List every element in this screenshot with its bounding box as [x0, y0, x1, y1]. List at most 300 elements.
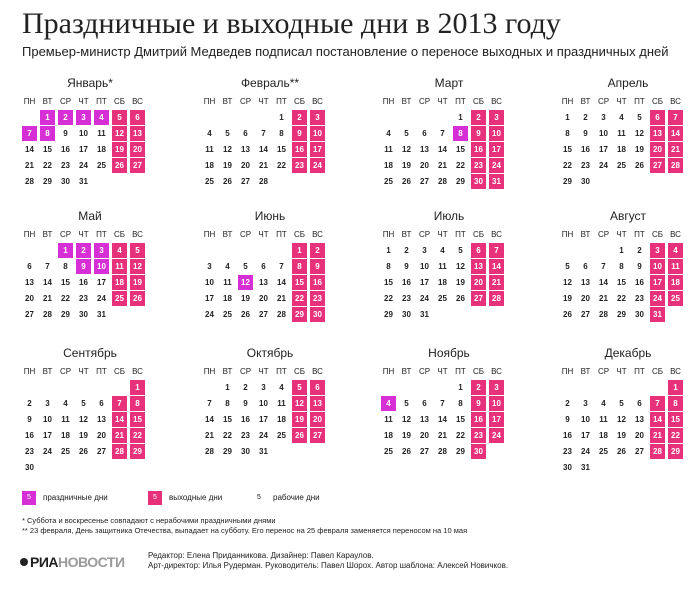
day-cell: 15	[617, 278, 626, 287]
weekday-header: СБ	[472, 367, 485, 376]
day-cell: 18	[438, 278, 447, 287]
weekday-header: ПТ	[634, 367, 645, 376]
weekend-day-cell: 23	[471, 428, 486, 443]
day-cell: 31	[79, 177, 88, 186]
day-cell: 28	[259, 177, 268, 186]
day-cell: 23	[402, 294, 411, 303]
page-subtitle: Премьер-министр Дмитрий Медведев подписал постановление о переносе выходных и праздничных дней	[22, 44, 669, 59]
day-cell: 10	[599, 129, 608, 138]
day-cell: 30	[79, 310, 88, 319]
weekday-header: СБ	[651, 230, 664, 239]
month-calendar	[22, 76, 158, 200]
day-cell: 16	[61, 145, 70, 154]
weekend-day-cell: 10	[489, 396, 504, 411]
weekday-header: СР	[239, 230, 252, 239]
day-cell: 15	[43, 145, 52, 154]
empty-cell	[202, 380, 217, 395]
day-cell: 28	[438, 177, 447, 186]
weekday-header: ВТ	[580, 367, 591, 376]
day-cell: 9	[404, 262, 409, 271]
weekday-header: ЧТ	[437, 367, 448, 376]
empty-cell	[578, 243, 593, 258]
weekday-header: ВС	[312, 97, 323, 106]
day-cell: 29	[563, 177, 572, 186]
day-cell: 7	[440, 129, 445, 138]
day-cell: 24	[79, 161, 88, 170]
empty-cell	[238, 110, 253, 125]
month-grid	[22, 364, 145, 475]
day-cell: 1	[225, 383, 230, 392]
weekend-day-cell: 12	[112, 126, 127, 141]
weekday-header: ПН	[561, 97, 574, 106]
weekday-header: ВС	[670, 97, 681, 106]
empty-cell	[220, 243, 235, 258]
weekday-header: ВС	[491, 367, 502, 376]
month-grid	[22, 227, 145, 322]
day-cell: 26	[563, 310, 572, 319]
weekend-day-cell: 31	[489, 174, 504, 189]
day-cell: 21	[25, 161, 34, 170]
day-cell: 25	[438, 294, 447, 303]
weekday-header: ПН	[203, 230, 216, 239]
weekend-day-cell: 1	[292, 243, 307, 258]
day-cell: 13	[25, 278, 34, 287]
day-cell: 16	[563, 431, 572, 440]
weekend-day-cell: 27	[650, 158, 665, 173]
weekday-header: СР	[597, 367, 610, 376]
holiday-day-cell: 7	[22, 126, 37, 141]
day-cell: 5	[81, 399, 86, 408]
day-cell: 22	[563, 161, 572, 170]
weekday-header: СР	[418, 97, 431, 106]
day-cell: 18	[223, 294, 232, 303]
day-cell: 7	[440, 399, 445, 408]
day-cell: 25	[384, 447, 393, 456]
empty-cell	[435, 110, 450, 125]
day-cell: 29	[43, 177, 52, 186]
day-cell: 18	[205, 161, 214, 170]
day-cell: 4	[63, 399, 68, 408]
day-cell: 26	[402, 447, 411, 456]
weekend-day-cell: 23	[292, 158, 307, 173]
weekend-day-cell: 17	[489, 412, 504, 427]
month-name: Июль	[433, 209, 465, 223]
day-cell: 21	[438, 431, 447, 440]
weekend-day-cell: 28	[668, 158, 683, 173]
day-cell: 5	[565, 262, 570, 271]
weekday-header: ВТ	[222, 230, 233, 239]
weekend-day-cell: 4	[668, 243, 683, 258]
day-cell: 19	[563, 294, 572, 303]
day-cell: 26	[79, 447, 88, 456]
weekend-day-cell: 17	[489, 142, 504, 157]
weekend-day-cell: 6	[310, 380, 325, 395]
day-cell: 26	[223, 177, 232, 186]
day-cell: 28	[205, 447, 214, 456]
weekday-header: СБ	[472, 230, 485, 239]
credits	[148, 551, 508, 571]
day-cell: 10	[43, 415, 52, 424]
day-cell: 4	[386, 129, 391, 138]
weekend-day-cell: 22	[292, 291, 307, 306]
weekend-day-cell: 20	[650, 142, 665, 157]
day-cell: 5	[404, 129, 409, 138]
day-cell: 8	[63, 262, 68, 271]
legend-workday-label: рабочие дни	[273, 493, 320, 502]
day-cell: 25	[277, 431, 286, 440]
day-cell: 3	[583, 399, 588, 408]
weekend-day-cell: 12	[292, 396, 307, 411]
day-cell: 15	[277, 145, 286, 154]
day-cell: 23	[25, 447, 34, 456]
day-cell: 28	[438, 447, 447, 456]
day-cell: 20	[259, 294, 268, 303]
day-cell: 13	[635, 415, 644, 424]
day-cell: 22	[277, 161, 286, 170]
empty-cell	[94, 380, 109, 395]
day-cell: 25	[61, 447, 70, 456]
day-cell: 20	[581, 294, 590, 303]
day-cell: 16	[241, 415, 250, 424]
weekday-header: ВС	[670, 367, 681, 376]
day-cell: 30	[61, 177, 70, 186]
weekend-day-cell: 24	[310, 158, 325, 173]
empty-cell	[632, 380, 647, 395]
weekend-day-cell: 15	[130, 412, 145, 427]
day-cell: 22	[61, 294, 70, 303]
weekday-header: ВТ	[580, 230, 591, 239]
weekday-header: ЧТ	[616, 367, 627, 376]
credits-line-1: Редактор: Елена Приданникова. Дизайнер: Павел Караулов.	[148, 551, 374, 560]
day-cell: 18	[599, 431, 608, 440]
weekday-header: ПН	[561, 230, 574, 239]
weekday-header: ПН	[23, 367, 36, 376]
weekday-header: ВТ	[222, 97, 233, 106]
weekday-header: ПТ	[276, 230, 287, 239]
legend-weekend-label: выходные дни	[169, 493, 223, 502]
weekend-day-cell: 13	[130, 126, 145, 141]
day-cell: 8	[565, 129, 570, 138]
weekday-header: ВТ	[401, 367, 412, 376]
day-cell: 1	[279, 113, 284, 122]
holiday-day-cell: 2	[58, 110, 73, 125]
month-grid	[560, 364, 683, 475]
footnote-1: * Суббота и воскресенье совпадают с нерабочими праздничными днями	[22, 516, 276, 525]
day-cell: 6	[422, 399, 427, 408]
day-cell: 27	[635, 447, 644, 456]
weekend-day-cell: 29	[130, 444, 145, 459]
empty-cell	[399, 380, 414, 395]
day-cell: 14	[277, 278, 286, 287]
day-cell: 8	[386, 262, 391, 271]
weekend-day-cell: 26	[130, 291, 145, 306]
day-cell: 19	[402, 431, 411, 440]
day-cell: 18	[277, 415, 286, 424]
weekday-header: ВС	[491, 230, 502, 239]
holiday-day-cell: 4	[94, 110, 109, 125]
weekend-day-cell: 15	[292, 275, 307, 290]
weekday-header: СБ	[472, 97, 485, 106]
weekend-day-cell: 16	[310, 275, 325, 290]
weekday-header: СБ	[651, 97, 664, 106]
weekday-header: СР	[597, 97, 610, 106]
empty-cell	[40, 243, 55, 258]
day-cell: 4	[225, 262, 230, 271]
day-cell: 11	[384, 415, 393, 424]
empty-cell	[220, 110, 235, 125]
weekday-header: ПТ	[634, 230, 645, 239]
weekday-header: СР	[418, 367, 431, 376]
month-name: Март	[434, 76, 464, 90]
holiday-day-cell: 8	[40, 126, 55, 141]
day-cell: 15	[384, 278, 393, 287]
day-cell: 17	[205, 294, 214, 303]
day-cell: 26	[402, 177, 411, 186]
day-cell: 17	[79, 145, 88, 154]
day-cell: 25	[97, 161, 106, 170]
weekend-day-cell: 16	[292, 142, 307, 157]
month-calendar	[560, 76, 696, 200]
empty-cell	[399, 110, 414, 125]
day-cell: 2	[27, 399, 32, 408]
day-cell: 4	[601, 399, 606, 408]
weekend-day-cell: 22	[130, 428, 145, 443]
day-cell: 6	[583, 262, 588, 271]
day-cell: 21	[205, 431, 214, 440]
day-cell: 3	[422, 246, 427, 255]
day-cell: 1	[619, 246, 624, 255]
day-cell: 18	[97, 145, 106, 154]
day-cell: 14	[25, 145, 34, 154]
day-cell: 2	[637, 246, 642, 255]
month-name: Октябрь	[246, 346, 294, 360]
day-cell: 6	[637, 399, 642, 408]
day-cell: 12	[402, 415, 411, 424]
empty-cell	[435, 380, 450, 395]
month-grid	[560, 227, 683, 322]
day-cell: 6	[243, 129, 248, 138]
weekend-day-cell: 9	[310, 259, 325, 274]
day-cell: 11	[61, 415, 70, 424]
day-cell: 16	[635, 278, 644, 287]
day-cell: 19	[635, 145, 644, 154]
weekend-day-cell: 8	[130, 396, 145, 411]
day-cell: 25	[599, 447, 608, 456]
weekday-header: ЧТ	[78, 367, 89, 376]
month-name: Ноябрь	[428, 346, 470, 360]
day-cell: 11	[277, 399, 286, 408]
day-cell: 17	[97, 278, 106, 287]
day-cell: 7	[261, 129, 266, 138]
day-cell: 25	[384, 177, 393, 186]
holiday-day-cell: 9	[76, 259, 91, 274]
empty-cell	[560, 243, 575, 258]
weekday-header: СР	[239, 97, 252, 106]
day-cell: 26	[456, 294, 465, 303]
empty-cell	[417, 380, 432, 395]
weekend-day-cell: 8	[668, 396, 683, 411]
weekend-day-cell: 15	[668, 412, 683, 427]
weekday-header: ВС	[312, 230, 323, 239]
weekday-header: ЧТ	[258, 230, 269, 239]
day-cell: 28	[599, 310, 608, 319]
footnote-2: ** 23 февраля, День защитника Отечества, выпадает на субботу. Его перенос на 25 февраля заменяется переносом на 10 мая	[22, 526, 468, 535]
empty-cell	[596, 380, 611, 395]
weekend-day-cell: 30	[471, 444, 486, 459]
weekend-day-cell: 5	[112, 110, 127, 125]
day-cell: 24	[581, 447, 590, 456]
day-cell: 12	[402, 145, 411, 154]
weekday-header: ВТ	[401, 97, 412, 106]
month-calendar	[22, 346, 158, 470]
day-cell: 12	[617, 415, 626, 424]
weekend-day-cell: 3	[489, 380, 504, 395]
day-cell: 27	[25, 310, 34, 319]
weekend-day-cell: 26	[292, 428, 307, 443]
legend-holiday	[22, 490, 108, 506]
day-cell: 7	[45, 262, 50, 271]
weekday-header: ПТ	[455, 97, 466, 106]
day-cell: 8	[279, 129, 284, 138]
month-calendar	[381, 76, 517, 200]
day-cell: 14	[259, 145, 268, 154]
month-grid	[381, 94, 504, 189]
weekday-header: ВТ	[401, 230, 412, 239]
empty-cell	[76, 380, 91, 395]
day-cell: 26	[635, 161, 644, 170]
holiday-day-cell: 4	[381, 396, 396, 411]
month-grid	[381, 364, 504, 459]
day-cell: 8	[619, 262, 624, 271]
month-calendar	[202, 346, 338, 470]
day-cell: 17	[599, 145, 608, 154]
day-cell: 20	[420, 431, 429, 440]
empty-cell	[202, 110, 217, 125]
day-cell: 1	[458, 383, 463, 392]
day-cell: 14	[438, 415, 447, 424]
weekday-header: ПТ	[455, 230, 466, 239]
weekday-header: ЧТ	[616, 230, 627, 239]
empty-cell	[256, 110, 271, 125]
weekday-header: СР	[59, 367, 72, 376]
day-cell: 24	[97, 294, 106, 303]
day-cell: 5	[243, 262, 248, 271]
day-cell: 11	[599, 415, 608, 424]
weekend-day-cell: 16	[471, 412, 486, 427]
day-cell: 8	[225, 399, 230, 408]
day-cell: 31	[259, 447, 268, 456]
day-cell: 29	[223, 447, 232, 456]
day-cell: 26	[617, 447, 626, 456]
month-grid	[202, 227, 325, 322]
empty-cell	[578, 380, 593, 395]
weekend-day-cell: 14	[650, 412, 665, 427]
weekend-day-cell: 21	[650, 428, 665, 443]
day-cell: 9	[637, 262, 642, 271]
weekend-day-cell: 17	[650, 275, 665, 290]
weekend-day-cell: 6	[471, 243, 486, 258]
day-cell: 15	[563, 145, 572, 154]
day-cell: 10	[259, 399, 268, 408]
day-cell: 10	[205, 278, 214, 287]
day-cell: 25	[223, 310, 232, 319]
weekday-header: ПТ	[276, 97, 287, 106]
weekend-day-cell: 10	[310, 126, 325, 141]
weekend-day-cell: 7	[650, 396, 665, 411]
day-cell: 5	[225, 129, 230, 138]
day-cell: 11	[223, 278, 232, 287]
day-cell: 11	[617, 129, 626, 138]
empty-cell	[596, 243, 611, 258]
day-cell: 3	[45, 399, 50, 408]
weekend-day-cell: 28	[112, 444, 127, 459]
day-cell: 21	[43, 294, 52, 303]
empty-cell	[274, 243, 289, 258]
day-cell: 24	[43, 447, 52, 456]
month-grid	[560, 94, 683, 189]
month-name: Январь*	[67, 76, 113, 90]
day-cell: 9	[63, 129, 68, 138]
day-cell: 9	[583, 129, 588, 138]
day-cell: 9	[243, 399, 248, 408]
day-cell: 25	[205, 177, 214, 186]
legend-holiday-swatch: 5	[22, 491, 36, 505]
weekend-day-cell: 2	[292, 110, 307, 125]
weekend-day-cell: 11	[668, 259, 683, 274]
day-cell: 6	[261, 262, 266, 271]
day-cell: 27	[241, 177, 250, 186]
day-cell: 15	[223, 415, 232, 424]
weekday-header: ПТ	[276, 367, 287, 376]
day-cell: 17	[581, 431, 590, 440]
weekend-day-cell: 13	[310, 396, 325, 411]
month-calendar	[202, 76, 338, 200]
weekday-header: ЧТ	[78, 230, 89, 239]
weekend-day-cell: 3	[650, 243, 665, 258]
weekday-header: ПН	[23, 230, 36, 239]
weekday-header: СБ	[293, 367, 306, 376]
day-cell: 6	[27, 262, 32, 271]
day-cell: 14	[43, 278, 52, 287]
month-name: Июнь	[254, 209, 286, 223]
day-cell: 7	[279, 262, 284, 271]
weekend-day-cell: 23	[471, 158, 486, 173]
weekend-day-cell: 14	[489, 259, 504, 274]
weekend-day-cell: 2	[471, 380, 486, 395]
empty-cell	[417, 110, 432, 125]
weekday-header: ПН	[382, 230, 395, 239]
empty-cell	[560, 380, 575, 395]
day-cell: 17	[420, 278, 429, 287]
day-cell: 29	[456, 177, 465, 186]
weekend-day-cell: 28	[650, 444, 665, 459]
weekend-day-cell: 11	[112, 259, 127, 274]
weekend-day-cell: 5	[130, 243, 145, 258]
weekday-header: ВС	[491, 97, 502, 106]
day-cell: 22	[384, 294, 393, 303]
legend-workday-swatch: 5	[252, 491, 266, 505]
day-cell: 2	[583, 113, 588, 122]
day-cell: 23	[635, 294, 644, 303]
weekend-day-cell: 29	[292, 307, 307, 322]
day-cell: 27	[97, 447, 106, 456]
page-title: Праздничные и выходные дни в 2013 году	[22, 7, 561, 40]
weekend-day-cell: 30	[310, 307, 325, 322]
weekend-day-cell: 27	[130, 158, 145, 173]
weekday-header: ВТ	[222, 367, 233, 376]
day-cell: 30	[635, 310, 644, 319]
day-cell: 18	[384, 161, 393, 170]
